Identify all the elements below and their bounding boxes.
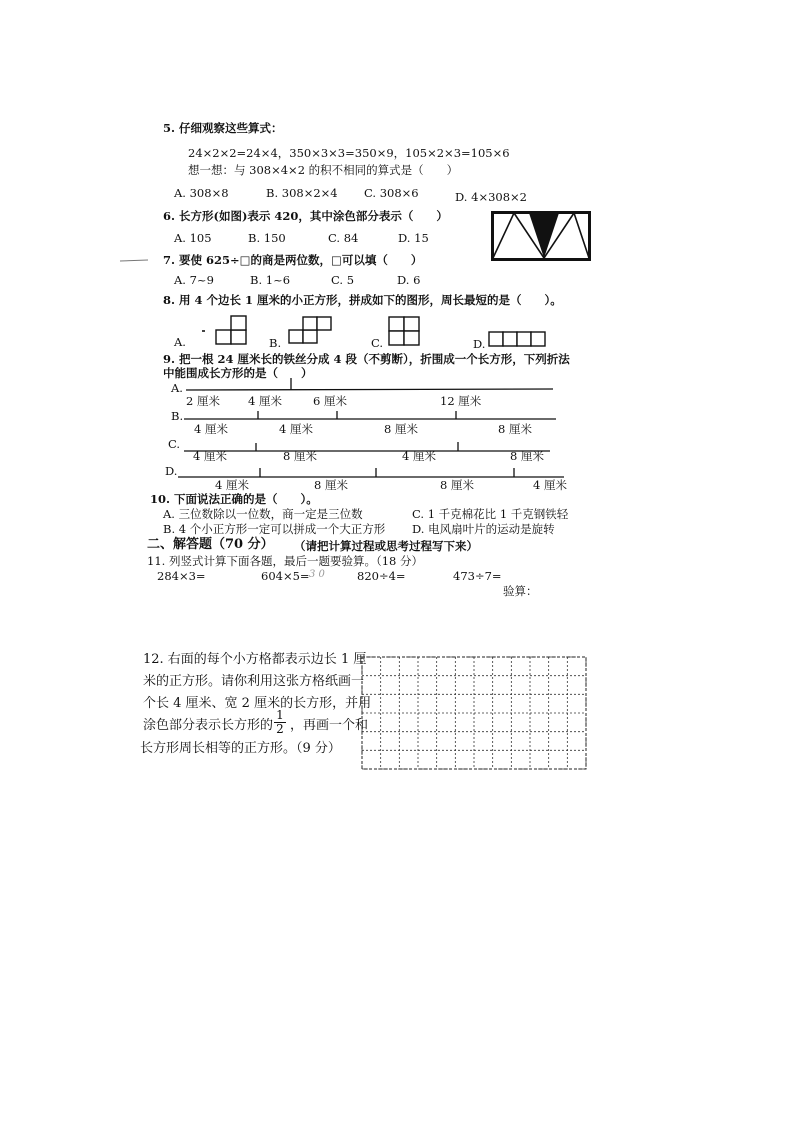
q6-title: 6. 长方形(如图)表示 420，其中涂色部分表示（ ） xyxy=(163,209,448,223)
q8-option-b: B. xyxy=(269,336,282,350)
q12-grid-paper[interactable] xyxy=(360,656,588,770)
q8-option-c: C. xyxy=(371,336,384,350)
q10-option-b: B. 4 个小正方形一定可以拼成一个大正方形 xyxy=(163,522,386,536)
q8-shape-a xyxy=(202,316,252,346)
q9-c-label-2: 8 厘米 xyxy=(283,449,317,463)
q10-option-c: C. 1 千克棉花比 1 千克钢铁轻 xyxy=(412,507,569,521)
q6-option-b: B. 150 xyxy=(248,231,286,245)
q5-option-a: A. 308×8 xyxy=(174,186,229,200)
q11-item-3: 820÷4= xyxy=(357,569,406,583)
q11-check-label: 验算： xyxy=(503,584,538,598)
q8-shape-b xyxy=(286,317,336,347)
q9-option-c: C. xyxy=(168,437,181,451)
q5-option-c: C. 308×6 xyxy=(364,186,419,200)
q6-option-a: A. 105 xyxy=(174,231,212,245)
q9-wire-a xyxy=(178,378,558,394)
q7-option-c: C. 5 xyxy=(331,273,355,287)
q11-item-1: 284×3= xyxy=(157,569,206,583)
q9-d-label-1: 4 厘米 xyxy=(215,478,249,492)
q9-a-label-1: 2 厘米 xyxy=(186,394,220,408)
q9-d-label-4: 4 厘米 xyxy=(533,478,567,492)
q9-a-label-2: 4 厘米 xyxy=(248,394,282,408)
q9-d-label-2: 8 厘米 xyxy=(314,478,348,492)
q7-option-b: B. 1~6 xyxy=(250,273,291,287)
q9-option-d: D. xyxy=(165,464,178,478)
q8-option-a: A. xyxy=(174,335,186,349)
q11-title: 11. 列竖式计算下面各题，最后一题要验算。（18 分） xyxy=(147,554,423,568)
q12-line-4a: 涂色部分表示长方形的 xyxy=(143,718,274,733)
q8-title: 8. 用 4 个边长 1 厘米的小正方形，拼成如下的图形，周长最短的是（ ）。 xyxy=(163,293,562,307)
q5-option-d: D. 4×308×2 xyxy=(455,190,527,204)
q10-option-a: A. 三位数除以一位数，商一定是三位数 xyxy=(163,507,363,521)
q9-a-label-4: 12 厘米 xyxy=(440,394,482,408)
section2-title: 二、解答题（70 分） xyxy=(147,537,274,552)
q10-option-d: D. 电风扇叶片的运动是旋转 xyxy=(412,522,555,536)
q5-formulas: 24×2×2=24×4，350×3×3=350×9，105×2×3=105×6 xyxy=(188,146,510,160)
q7-option-a: A. 7~9 xyxy=(174,273,214,287)
q7-title: 7. 要使 625÷□的商是两位数，□可以填（ ） xyxy=(163,253,423,267)
q12-line-3: 个长 4 厘米、宽 2 厘米的长方形，并用 xyxy=(143,696,372,711)
q11-item-4: 473÷7= xyxy=(453,569,502,583)
q12-line-4b: ，再画一个和 xyxy=(290,718,369,733)
q12-line-5: 长方形周长相等的正方形。（9 分） xyxy=(140,741,341,756)
q6-option-d: D. 15 xyxy=(398,231,429,245)
section2-note: （请把计算过程或思考过程写下来） xyxy=(294,539,478,553)
q7-option-d: D. 6 xyxy=(397,273,421,287)
q9-title-line2: 中能围成长方形的是（ ） xyxy=(163,366,313,380)
q5-title: 5. 仔细观察这些算式： xyxy=(163,121,283,135)
q9-option-a: A. xyxy=(171,381,183,395)
q12-line-2: 米的正方形。请你利用这张方格纸画一 xyxy=(143,674,365,689)
q9-b-label-2: 4 厘米 xyxy=(279,422,313,436)
q12-fraction-numerator: 1 xyxy=(274,709,286,723)
q9-c-label-3: 4 厘米 xyxy=(402,449,436,463)
q9-b-label-3: 8 厘米 xyxy=(384,422,418,436)
q6-rectangle-figure xyxy=(491,211,591,261)
q11-item-2: 604×5= xyxy=(261,569,310,583)
q6-option-c: C. 84 xyxy=(328,231,359,245)
q8-option-d: D. xyxy=(473,337,486,351)
q9-b-label-4: 8 厘米 xyxy=(498,422,532,436)
q8-shape-c xyxy=(388,316,422,348)
q12-line-1: 12. 右面的每个小方格都表示边长 1 厘 xyxy=(143,652,367,667)
q9-option-b: B. xyxy=(171,409,184,423)
q12-fraction-denominator: 2 xyxy=(276,722,284,736)
scan-mark xyxy=(120,259,150,263)
q12-fraction xyxy=(274,709,286,736)
q8-shape-d xyxy=(488,331,550,348)
q11-handwritten-mark: 3 0 xyxy=(309,569,325,580)
q10-title: 10. 下面说法正确的是（ ）。 xyxy=(150,492,318,506)
q9-d-label-3: 8 厘米 xyxy=(440,478,474,492)
q9-b-label-1: 4 厘米 xyxy=(194,422,228,436)
q5-prompt: 想一想：与 308×4×2 的积不相同的算式是（ ） xyxy=(188,163,459,177)
q9-c-label-4: 8 厘米 xyxy=(510,449,544,463)
q9-a-label-3: 6 厘米 xyxy=(313,394,347,408)
q9-wire-c xyxy=(178,440,558,454)
q5-option-b: B. 308×2×4 xyxy=(266,186,338,200)
q9-c-label-1: 4 厘米 xyxy=(193,449,227,463)
q9-title-line1: 9. 把一根 24 厘米长的铁丝分成 4 段（不剪断），折围成一个长方形，下列折法 xyxy=(163,352,570,366)
